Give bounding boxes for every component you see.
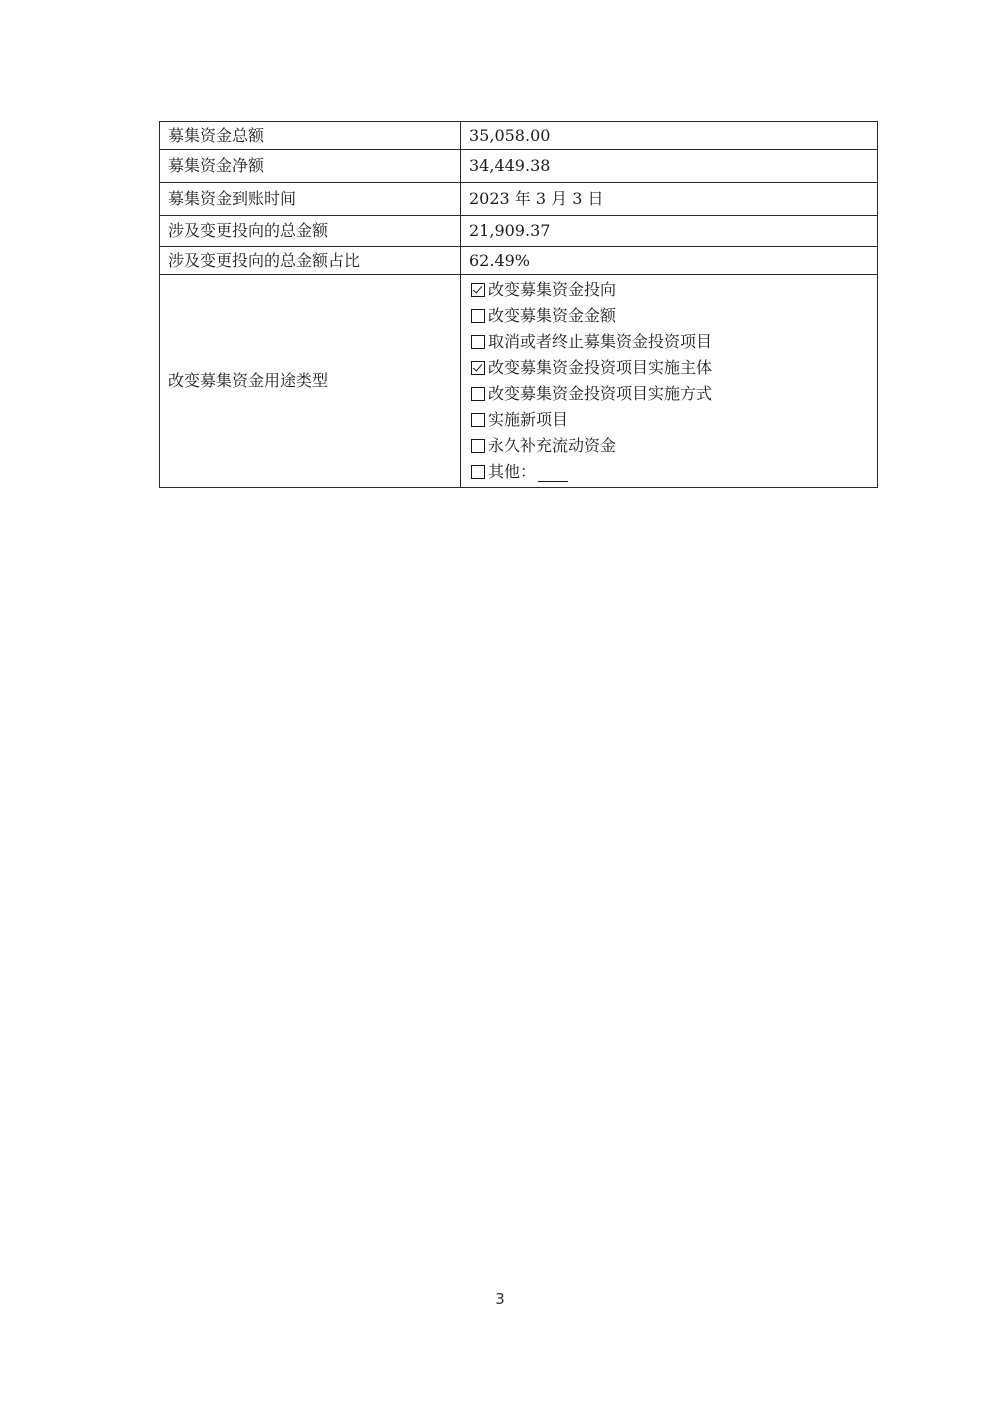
checkbox-empty-icon <box>471 465 485 479</box>
usage-option <box>471 433 869 459</box>
usage-option-text: 改变募集资金投资项目实施方式 <box>488 384 713 403</box>
usage-option-text: 改变募集资金金额 <box>488 306 617 325</box>
fundraising-info-table <box>159 121 878 488</box>
checkbox-empty-icon <box>471 309 485 323</box>
usage-option <box>471 459 869 485</box>
row-value: 2023 年 3 月 3 日 <box>461 183 878 216</box>
usage-type-options <box>461 275 878 488</box>
checkbox-empty-icon <box>471 439 485 453</box>
usage-option <box>471 329 869 355</box>
usage-option <box>471 407 869 433</box>
row-value: 35,058.00 <box>461 122 878 150</box>
usage-option-text: 实施新项目 <box>488 410 569 429</box>
table-row <box>160 150 878 183</box>
usage-option-text: 改变募集资金投向 <box>488 280 617 299</box>
usage-option-text: 其他： <box>488 462 537 481</box>
row-value: 34,449.38 <box>461 150 878 183</box>
page-number: 3 <box>495 1290 505 1308</box>
row-value: 21,909.37 <box>461 216 878 247</box>
table-row <box>160 183 878 216</box>
table-row <box>160 247 878 275</box>
row-label: 募集资金总额 <box>160 122 461 150</box>
usage-option-text: 永久补充流动资金 <box>488 436 617 455</box>
checkbox-checked-icon <box>471 361 485 375</box>
row-label: 募集资金到账时间 <box>160 183 461 216</box>
usage-type-label: 改变募集资金用途类型 <box>160 275 461 488</box>
checkbox-empty-icon <box>471 413 485 427</box>
blank-underline <box>538 463 568 482</box>
row-label: 涉及变更投向的总金额占比 <box>160 247 461 275</box>
usage-option-text: 取消或者终止募集资金投资项目 <box>488 332 713 351</box>
usage-option <box>471 303 869 329</box>
usage-option <box>471 381 869 407</box>
row-label: 募集资金净额 <box>160 150 461 183</box>
checkbox-checked-icon <box>471 283 485 297</box>
usage-type-row <box>160 275 878 488</box>
row-label: 涉及变更投向的总金额 <box>160 216 461 247</box>
row-value: 62.49% <box>461 247 878 275</box>
checkbox-empty-icon <box>471 387 485 401</box>
usage-option <box>471 277 869 303</box>
table-row <box>160 122 878 150</box>
table-row <box>160 216 878 247</box>
checkbox-empty-icon <box>471 335 485 349</box>
usage-option-text: 改变募集资金投资项目实施主体 <box>488 358 713 377</box>
usage-option <box>471 355 869 381</box>
